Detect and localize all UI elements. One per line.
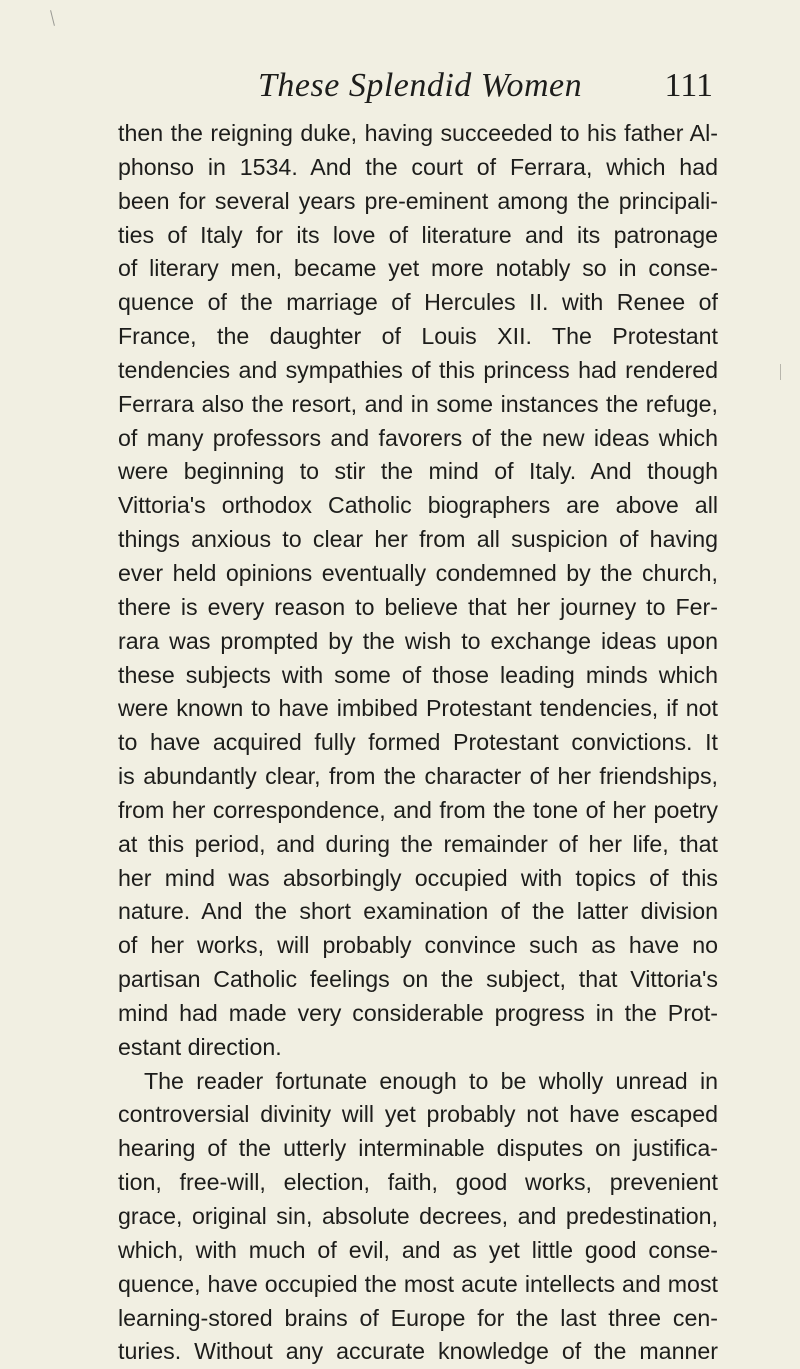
text-line: partisan Catholic feelings on the subject, that Vittoria's: [118, 966, 718, 993]
paragraph-start-line: The reader fortunate enough to be wholly unread in: [144, 1067, 718, 1094]
text-line: grace, original sin, absolute decrees, and predestination,: [118, 1203, 718, 1229]
paragraph-end-line: estant direction.: [118, 1033, 282, 1060]
text-line: from her correspondence, and from the tone of her poetry: [118, 796, 718, 823]
page-number: 111: [664, 67, 713, 104]
text-line: were known to have imbibed Protestant tendencies, if not: [118, 695, 718, 722]
running-title: These Splendid Women: [258, 67, 583, 104]
text-line: tion, free-will, election, faith, good works, prevenient: [118, 1169, 718, 1196]
text-line: were beginning to stir the mind of Italy. And though: [118, 458, 718, 485]
text-line: to have acquired fully formed Protestant convictions. It: [118, 729, 718, 756]
text-line: ties of Italy for its love of literature and its patronage: [118, 221, 718, 248]
text-line: of literary men, became yet more notably so in conse-: [118, 255, 718, 282]
text-line: tendencies and sympathies of this princess had rendered: [118, 356, 718, 383]
text-line: phonso in 1534. And the court of Ferrara, which had: [118, 153, 718, 180]
page-header: [258, 66, 713, 106]
text-line: there is every reason to believe that her journey to Fer-: [118, 593, 718, 620]
text-line: nature. And the short examination of the latter division: [118, 898, 718, 925]
text-line: rara was prompted by the wish to exchange ideas upon: [118, 627, 718, 654]
text-line: of many professors and favorers of the new ideas which: [118, 424, 718, 451]
text-line: Ferrara also the resort, and in some instances the refuge,: [118, 390, 718, 417]
text-line: Vittoria's orthodox Catholic biographers are above all: [118, 492, 718, 519]
text-line: turies. Without any accurate knowledge of the manner: [118, 1338, 718, 1365]
text-line: mind had made very considerable progress in the Prot-: [118, 999, 718, 1026]
text-line: ever held opinions eventually condemned by the church,: [118, 559, 718, 586]
text-line: is abundantly clear, from the character of her friendships,: [118, 763, 718, 790]
text-line: quence of the marriage of Hercules II. with Renee of: [118, 289, 718, 316]
body-text: [118, 117, 718, 1369]
text-line: then the reigning duke, having succeeded to his father Al-: [118, 120, 718, 146]
text-line: learning-stored brains of Europe for the last three cen-: [118, 1304, 718, 1331]
text-line: hearing of the utterly interminable disputes on justifica-: [118, 1135, 718, 1162]
text-line: controversial divinity will yet probably not have escaped: [118, 1101, 718, 1128]
scan-mark: [50, 10, 55, 26]
text-line: at this period, and during the remainder of her life, that: [118, 830, 718, 857]
margin-mark: [780, 364, 781, 380]
text-line: of her works, will probably convince such as have no: [118, 932, 718, 959]
text-line: which, with much of evil, and as yet little good conse-: [118, 1236, 718, 1263]
text-line: France, the daughter of Louis XII. The Protestant: [118, 323, 718, 350]
text-line: things anxious to clear her from all suspicion of having: [118, 526, 718, 553]
text-line: these subjects with some of those leading minds which: [118, 661, 718, 688]
text-line: her mind was absorbingly occupied with topics of this: [118, 864, 718, 891]
text-line: quence, have occupied the most acute intellects and most: [118, 1270, 718, 1297]
text-line: been for several years pre-eminent among the principali-: [118, 187, 718, 214]
